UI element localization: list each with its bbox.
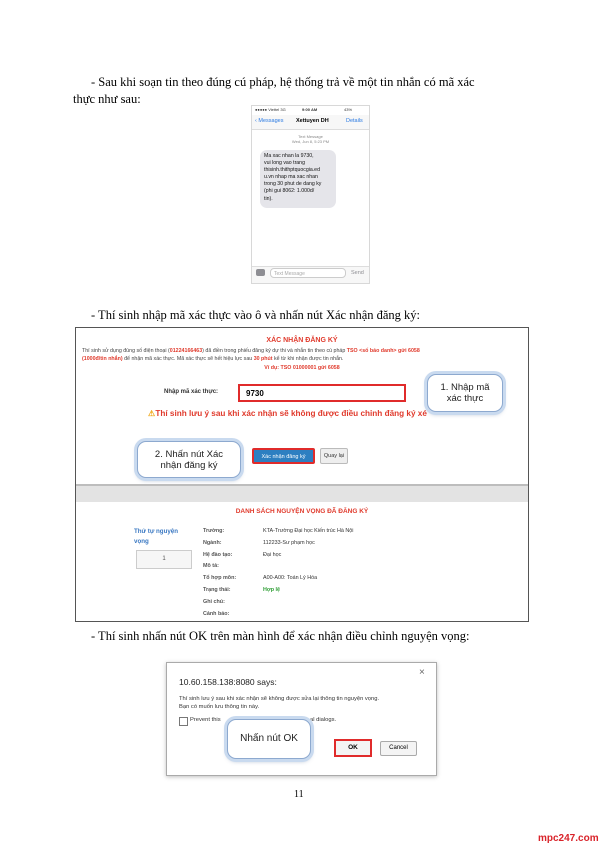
back-label: Messages (258, 118, 284, 124)
brand-watermark: mpc247.com (538, 833, 599, 844)
message-meta (252, 134, 369, 144)
sms-line: (phi gui 8062: 1.000d/ (264, 188, 315, 195)
sms-line: thisinh.thithptquocgia.ed (264, 167, 320, 174)
sms-line: Ma xac nhan la 9730, (264, 153, 314, 159)
message-date: Wed, Jun 8, 5:23 PM (291, 139, 330, 144)
verification-code-input[interactable]: 9730 (238, 384, 406, 402)
dialog-host: 10.60.158.138:8080 says: (179, 677, 277, 687)
callout-ok: Nhấn nút OK (227, 719, 311, 759)
back-to-messages[interactable] (255, 118, 283, 124)
callout-submit (137, 441, 241, 478)
example: Ví dụ: TSO 01000001 gửi 6058 (264, 365, 340, 371)
confirm-title: XÁC NHẬN ĐĂNG KÝ (266, 337, 338, 344)
section-divider (76, 484, 528, 502)
warning-message (148, 408, 478, 418)
callout-text: 1. Nhập mã (440, 382, 490, 393)
instr-text: ) đã điền trong phiếu đăng ký dự thi và nhắn tin theo cú pháp (202, 348, 347, 354)
paragraph-2: - Thí sinh nhập mã xác thực vào ô và nhấn nút Xác nhận đăng ký: (91, 308, 421, 322)
code-label: Nhập mã xác thực: (164, 389, 219, 395)
prevent-dialogs-label-end: al dialogs. (310, 717, 337, 723)
send-button[interactable]: Send (351, 270, 364, 276)
callout-text: nhận đăng ký (160, 460, 218, 471)
detail-value: 112233-Sư phạm học (263, 539, 315, 546)
instructions (82, 347, 524, 363)
instr-text: Thí sinh sử dụng đúng số điện thoại ( (82, 348, 170, 354)
detail-label: Trường: (203, 528, 225, 534)
warning-icon: ⚠ (148, 409, 156, 418)
paragraph-1-line2: thực như sau: (73, 92, 141, 106)
status-time: 9:00 AM (302, 107, 318, 112)
message-input[interactable]: Text Message (270, 268, 346, 278)
detail-value: Đại học (263, 551, 282, 558)
dialog-message (179, 695, 379, 711)
status-value: Hợp lệ (263, 586, 281, 593)
sms-syntax: TSO <số báo danh> gửi 6058 (346, 348, 420, 354)
instr-text: kể từ khi nhận được tin nhắn. (272, 356, 344, 362)
detail-label: Trạng thái: (203, 586, 231, 593)
detail-value (263, 561, 463, 573)
messages-nav-bar (252, 115, 369, 130)
ok-button[interactable]: OK (334, 739, 372, 757)
message-type: Text Message (298, 134, 323, 139)
close-icon[interactable]: × (419, 667, 425, 678)
dialog-message-line: Bạn có muốn lưu thông tin này. (179, 704, 260, 710)
priority-label (134, 527, 178, 547)
instr-text: để nhận mã xác thực. Mã xác thực sẽ hết hiệu lực sau (122, 356, 254, 362)
detail-label: Tổ hợp môn: (203, 575, 237, 582)
detail-values (263, 526, 463, 620)
detail-label: Mô tả: (203, 563, 219, 570)
priority-label-text: Thứ tự nguyện (134, 528, 179, 535)
battery-percent: 43% (344, 107, 353, 112)
phone-screenshot (251, 105, 370, 284)
chevron-left-icon: ‹ (255, 118, 257, 124)
detail-label: Hệ đào tạo: (203, 551, 233, 558)
sms-line: vui long vao trang (264, 160, 305, 167)
contact-name: Xettuyen DH (296, 118, 329, 124)
dialog-message-line: Thí sinh lưu ý sau khi xác nhận sẽ không được sửa lại thông tin nguyện vọng. (179, 696, 380, 702)
priority-value: 1 (136, 550, 192, 569)
sms-bubble (260, 150, 336, 208)
page-number: 11 (294, 789, 304, 800)
carrier-signal: ●●●●● Viettel 3G (255, 107, 286, 112)
callout-text: 2. Nhấn nút Xác (154, 449, 224, 460)
phone-status-bar (252, 106, 369, 114)
back-button[interactable]: Quay lại (320, 448, 348, 464)
detail-value (263, 609, 463, 621)
detail-value: KTA-Trường Đại học Kiến trúc Hà Nội (263, 528, 354, 534)
sms-line: tin). (264, 195, 273, 202)
cancel-button[interactable]: Cancel (380, 741, 417, 756)
paragraph-1-line1: - Sau khi soạn tin theo đúng cú pháp, hệ thống trả về một tin nhắn có mã xác (91, 75, 475, 89)
expiry-minutes: 30 phút (253, 356, 273, 362)
camera-icon[interactable] (256, 269, 265, 276)
sms-line: u.vn nhap ma xac nhan (264, 174, 318, 181)
warning-text: Thí sinh lưu ý sau khi xác nhận sẽ không được điều chỉnh đăng ký xé (155, 409, 427, 418)
detail-value (263, 597, 463, 609)
detail-label: Ghi chú: (203, 598, 225, 605)
detail-value: A00-A00: Toán Lý Hóa (263, 575, 318, 582)
callout-enter-code (427, 374, 503, 412)
sms-line: trong 30 phut de dang ky (264, 181, 322, 188)
prevent-dialogs-checkbox[interactable] (179, 717, 188, 726)
prevent-dialogs-label: Prevent this (190, 717, 221, 723)
confirm-registration-button[interactable]: Xác nhận đăng ký (252, 448, 315, 464)
confirm-dialog (166, 662, 437, 776)
sms-fee: (1000đ/tin nhắn) (82, 356, 123, 362)
wish-list-title: DANH SÁCH NGUYỆN VỌNG ĐÃ ĐĂNG KÝ (235, 508, 369, 515)
priority-label-text: vọng (134, 538, 149, 545)
details-link[interactable]: Details (346, 118, 363, 124)
paragraph-3: - Thí sinh nhấn nút OK trên màn hình để xác nhận điều chỉnh nguyện vọng: (91, 629, 470, 643)
registration-screenshot (75, 327, 529, 622)
callout-text: xác thực (446, 393, 484, 404)
phone-number: 01224166463 (169, 348, 203, 354)
detail-label: Cảnh báo: (203, 610, 230, 617)
message-compose-bar (252, 266, 369, 283)
detail-label: Ngành: (203, 539, 222, 546)
